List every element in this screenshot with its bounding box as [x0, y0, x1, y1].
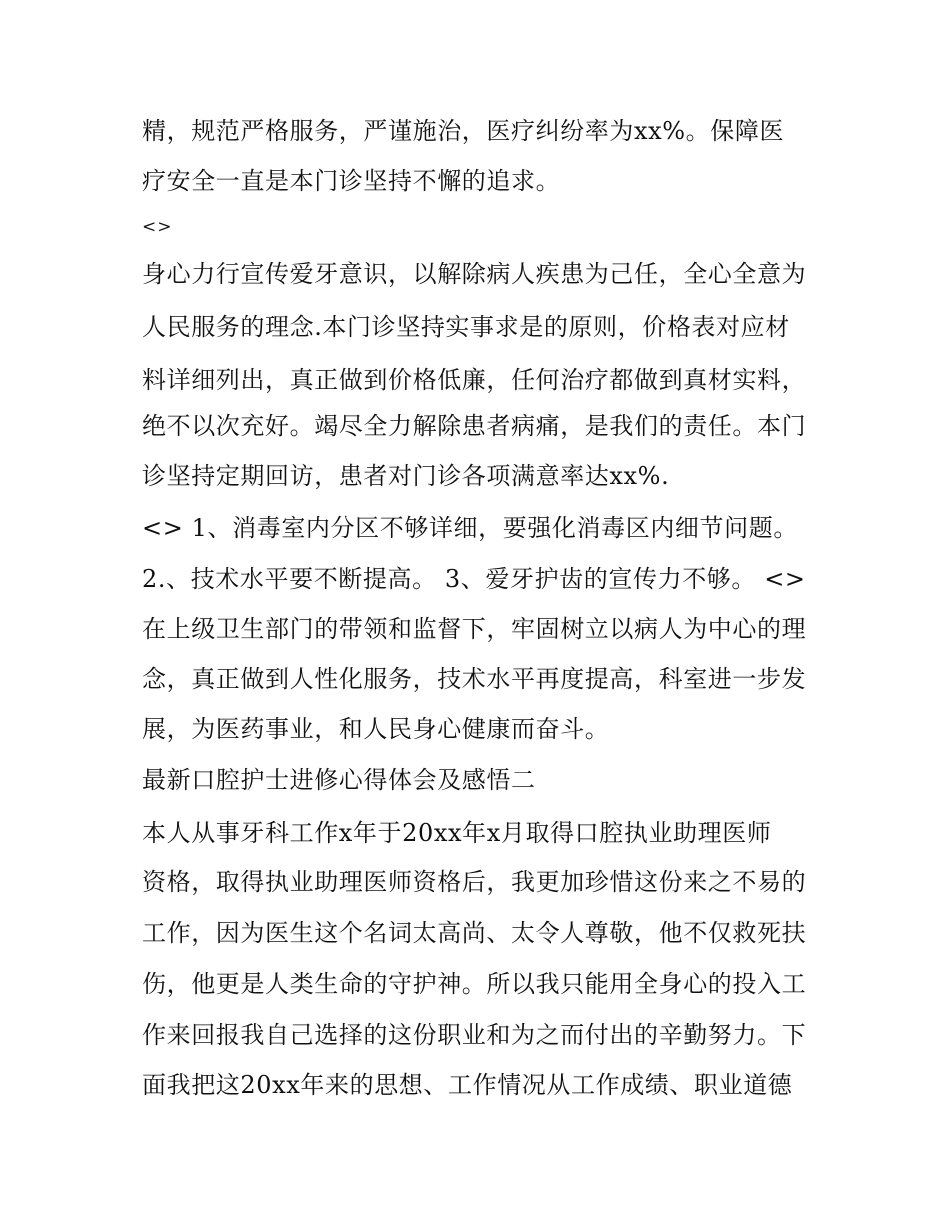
text-line: 作来回报我自己选择的这份职业和为之而付出的辛勤努力。下: [142, 1021, 807, 1049]
text-line: 身心力行宣传爱牙意识，以解除病人疾患为己任，全心全意为: [142, 260, 807, 288]
section-heading: 最新口腔护士进修心得体会及感悟二: [142, 766, 536, 794]
text-line: <>: [142, 217, 173, 237]
text-line: 本人从事牙科工作x年于20xx年x月取得口腔执业助理医师: [142, 819, 772, 847]
text-line: 精，规范严格服务，严谨施治，医疗纠纷率为xx%。保障医: [142, 117, 785, 145]
text-line: 2.、技术水平要不断提高。 3、爱牙护齿的宣传力不够。 <>: [142, 565, 806, 593]
text-line: 念，真正做到人性化服务，技术水平再度提高，科室进一步发: [142, 665, 807, 693]
text-line: 诊坚持定期回访，患者对门诊各项满意率达xx%.: [142, 462, 670, 490]
text-line: 资格，取得执业助理医师资格后，我更加珍惜这份来之不易的: [142, 868, 807, 896]
text-line: 伤，他更是人类生命的守护神。所以我只能用全身心的投入工: [142, 970, 807, 998]
text-line: 料详细列出，真正做到价格低廉，任何治疗都做到真材实料，: [142, 366, 807, 394]
text-line: 工作，因为医生这个名词太高尚、太令人尊敬，他不仅救死扶: [142, 919, 807, 947]
text-line: 展，为医药事业，和人民身心健康而奋斗。: [142, 715, 610, 743]
text-line: 绝不以次充好。竭尽全力解除患者病痛，是我们的责任。本门: [142, 412, 807, 440]
text-line: 面我把这20xx年来的思想、工作情况从工作成绩、职业道德: [142, 1071, 793, 1099]
text-line: 在上级卫生部门的带领和监督下，牢固树立以病人为中心的理: [142, 615, 807, 643]
text-line: <> 1、消毒室内分区不够详细，要强化消毒区内细节问题。: [142, 514, 798, 542]
text-line: 疗安全一直是本门诊坚持不懈的追求。: [142, 167, 561, 195]
text-line: 人民服务的理念.本门诊坚持实事求是的原则，价格表对应材: [142, 313, 790, 341]
